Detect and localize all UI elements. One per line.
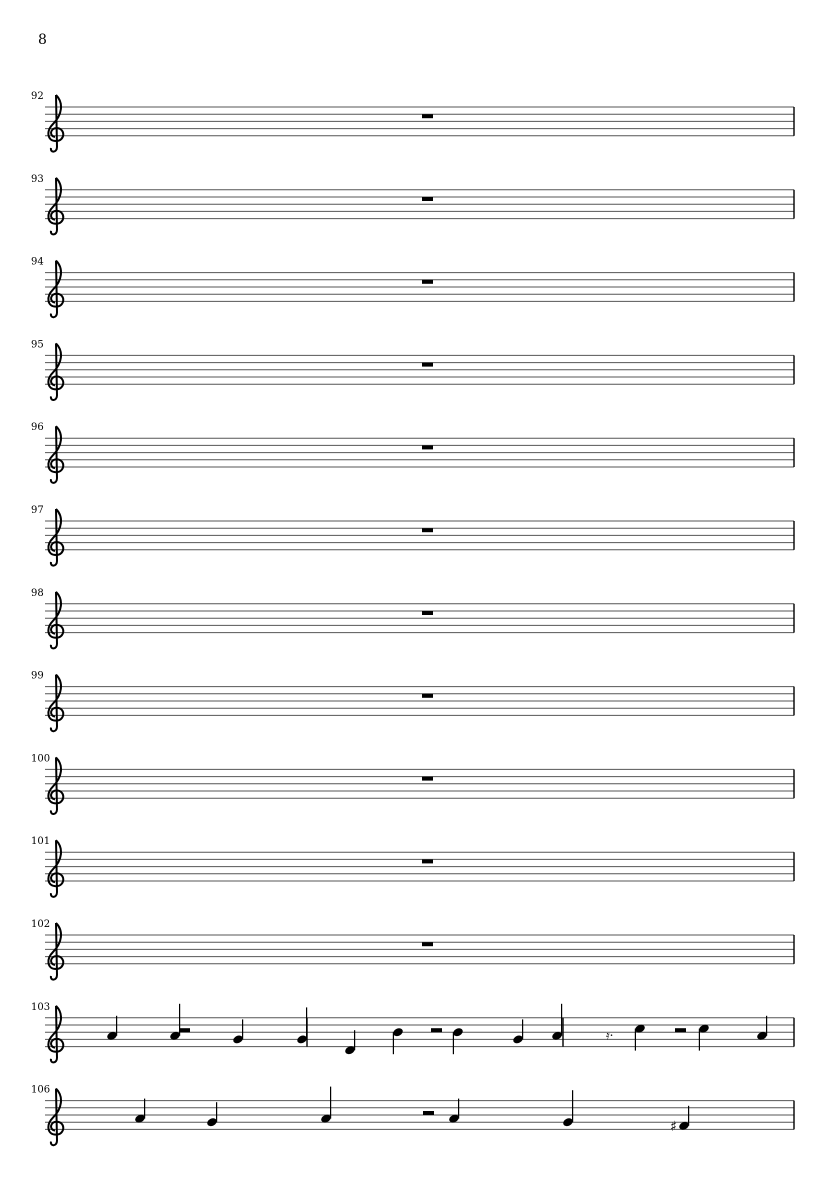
whole-rest	[422, 611, 433, 615]
measure-number: 103	[31, 1001, 51, 1013]
treble-clef-icon	[48, 923, 63, 980]
staff-system	[31, 174, 794, 235]
staff-system	[31, 588, 794, 649]
rest-half	[675, 1028, 686, 1032]
treble-clef-icon	[48, 1089, 63, 1146]
whole-rest	[422, 363, 433, 367]
measure-number: 101	[31, 836, 51, 848]
treble-clef-icon	[48, 592, 63, 649]
rest-half	[431, 1028, 442, 1032]
whole-rest	[422, 528, 433, 532]
page-number: 8	[38, 32, 47, 48]
staff-system	[31, 339, 794, 400]
treble-clef-icon	[48, 343, 63, 400]
measure-number: 95	[31, 339, 44, 351]
whole-rest	[422, 280, 433, 284]
treble-clef-icon	[48, 675, 63, 732]
sharp-accidental: ♯	[670, 1118, 677, 1135]
whole-rest	[422, 942, 433, 946]
measure-number: 98	[31, 587, 44, 599]
whole-rest	[422, 859, 433, 863]
rest-sixteenth-dotted: 𝄿·	[606, 1028, 614, 1043]
treble-clef-icon	[48, 509, 63, 566]
staff-system	[31, 422, 794, 483]
staff-system	[31, 505, 794, 566]
staff-system	[31, 1002, 794, 1063]
measure-number: 96	[31, 422, 44, 434]
staff-system	[31, 919, 794, 980]
whole-rest	[422, 197, 433, 201]
treble-clef-icon	[48, 1006, 63, 1063]
staff-system	[31, 257, 794, 318]
whole-rest	[422, 445, 433, 449]
whole-rest	[422, 777, 433, 781]
rest-half	[423, 1111, 434, 1115]
whole-rest	[422, 114, 433, 118]
treble-clef-icon	[48, 178, 63, 235]
staff-system	[31, 1085, 794, 1146]
measure-number: 99	[31, 670, 44, 682]
measure-number: 100	[31, 753, 51, 765]
treble-clef-icon	[48, 95, 63, 152]
staff-system	[31, 671, 794, 732]
measure-number: 97	[31, 505, 44, 516]
staff-system	[31, 836, 794, 897]
treble-clef-icon	[48, 261, 63, 318]
whole-rest	[422, 694, 433, 698]
staff-system	[31, 91, 794, 152]
measure-number: 94	[31, 256, 44, 268]
treble-clef-icon	[48, 426, 63, 483]
measure-number: 93	[31, 173, 44, 185]
staff-system	[31, 753, 794, 814]
measure-number: 106	[31, 1084, 51, 1096]
measure-number: 102	[31, 919, 51, 930]
treble-clef-icon	[48, 757, 63, 814]
measure-number: 92	[31, 91, 44, 102]
treble-clef-icon	[48, 840, 63, 897]
rest-half	[179, 1028, 190, 1032]
